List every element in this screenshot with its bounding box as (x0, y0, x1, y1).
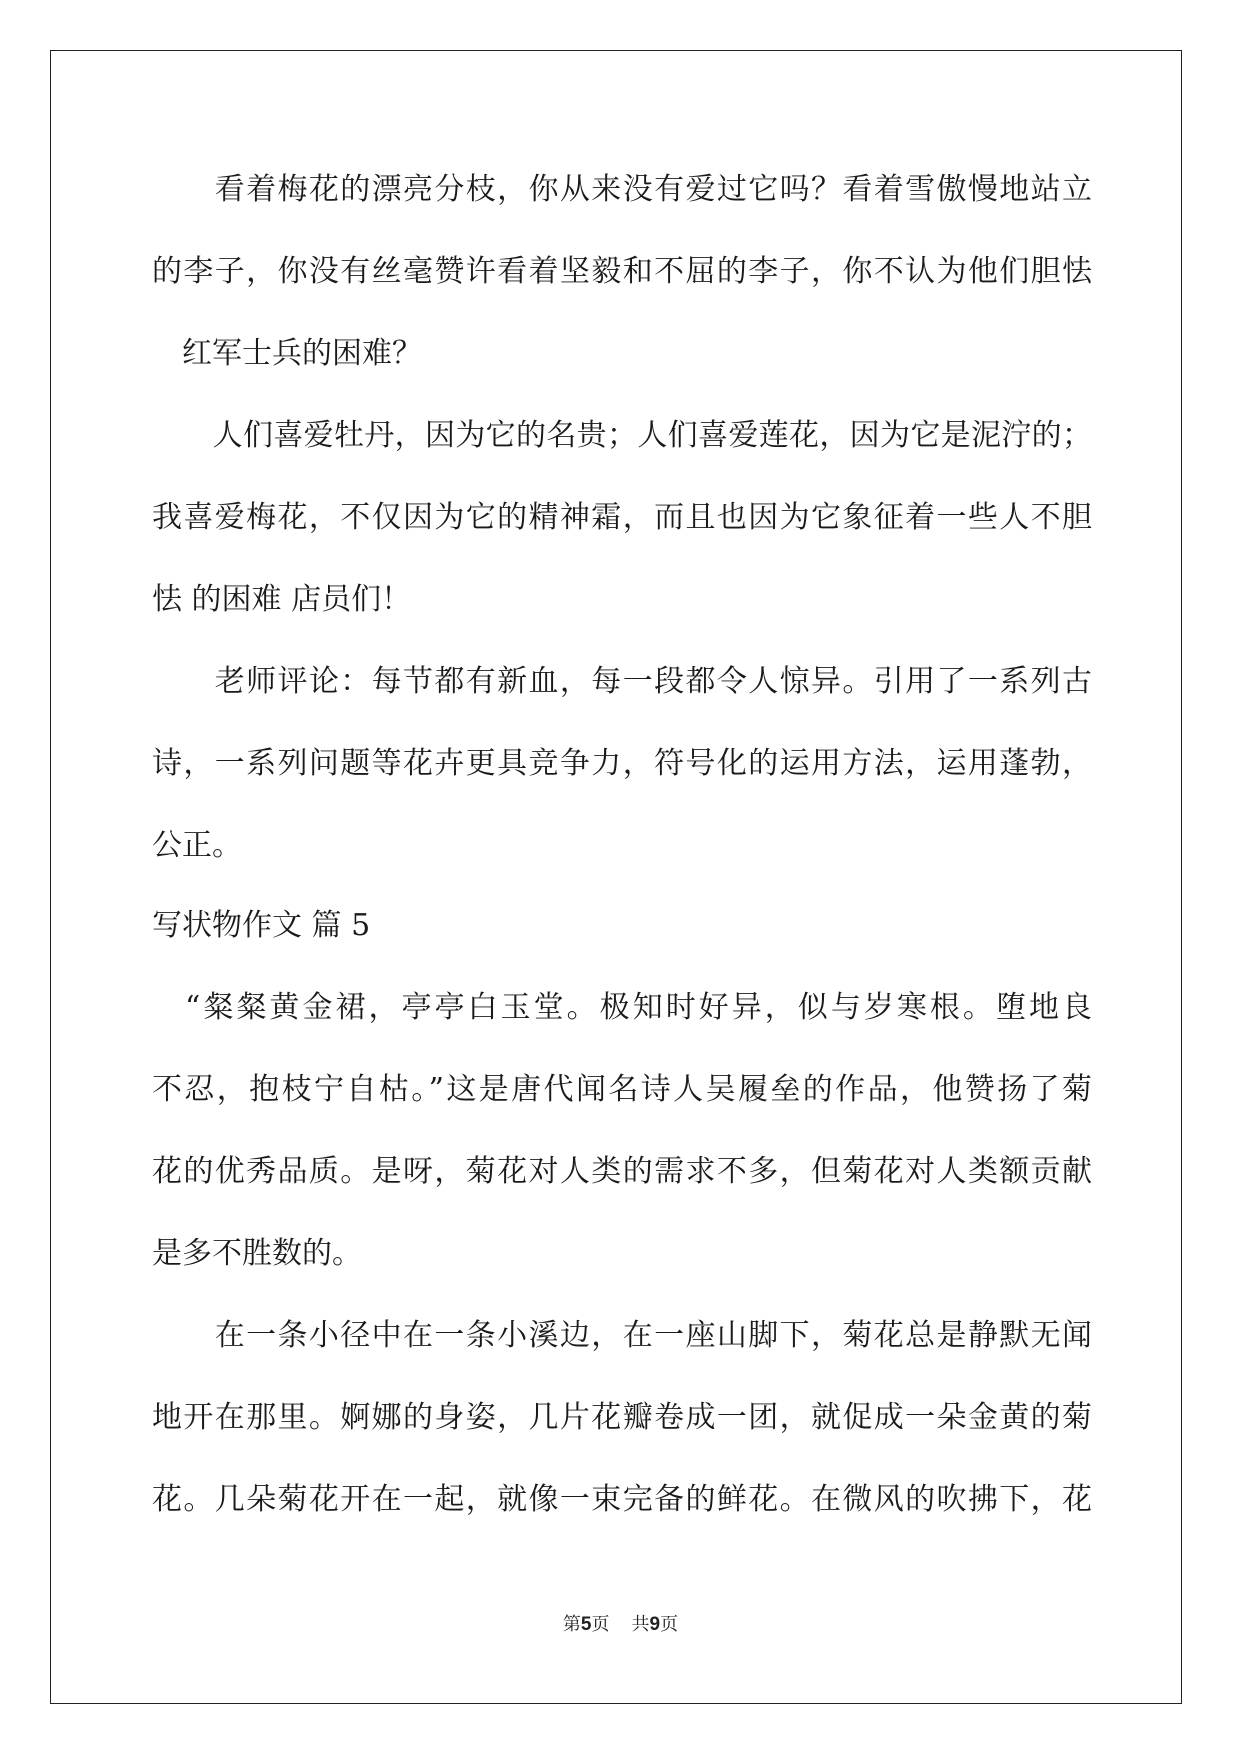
total-pages-number: 9 (649, 1614, 661, 1635)
text-line: 怯 的困难 店员们！ (152, 582, 412, 617)
text-line: 的李子，你没有丝毫赞许看着坚毅和不屈的李子，你不认为他们胆怯 (152, 254, 1092, 289)
text-line: 花的优秀品质。是呀，菊花对人类的需求不多，但菊花对人类额贡献 (152, 1154, 1092, 1189)
text-line: 看着梅花的漂亮分枝，你从来没有爱过它吗？看着雪傲慢地站立 (152, 172, 1092, 207)
text-line: 公正。 (152, 828, 242, 863)
footer-total-suffix: 页 (660, 1614, 679, 1635)
footer-total-prefix: 共 (631, 1614, 650, 1635)
text-line: 在一条小径中在一条小溪边，在一座山脚下，菊花总是静默无闻 (152, 1318, 1092, 1353)
text-line: 红军士兵的困难？ (152, 336, 422, 371)
page-border (50, 50, 1182, 1704)
text-line: 人们喜爱牡丹，因为它的名贵；人们喜爱莲花，因为它是泥泞的； (152, 418, 1092, 453)
text-line: 是多不胜数的。 (152, 1236, 362, 1271)
page-footer (0, 1613, 1241, 1637)
text-line: 老师评论：每节都有新血，每一段都令人惊异。引用了一系列古 (152, 664, 1092, 699)
footer-page-suffix: 页 (591, 1614, 610, 1635)
text-line: 我喜爱梅花，不仅因为它的精神霜，而且也因为它象征着一些人不胆 (152, 500, 1092, 535)
current-page-number: 5 (580, 1614, 592, 1635)
text-line: “粲粲黄金裙，亭亭白玉堂。极知时好异，似与岁寒根。堕地良 (152, 990, 1092, 1025)
text-line: 地开在那里。婀娜的身姿，几片花瓣卷成一团，就促成一朵金黄的菊 (152, 1400, 1092, 1435)
text-line: 诗，一系列问题等花卉更具竞争力，符号化的运用方法，运用蓬勃， (152, 746, 1092, 781)
text-line: 不忍，抱枝宁自枯。”这是唐代闻名诗人吴履垒的作品，他赞扬了菊 (152, 1072, 1092, 1107)
section-heading: 写状物作文 篇 5 (152, 908, 371, 943)
text-line: 花。几朵菊花开在一起，就像一束完备的鲜花。在微风的吹拂下，花 (152, 1482, 1092, 1517)
footer-prefix: 第 (562, 1614, 581, 1635)
